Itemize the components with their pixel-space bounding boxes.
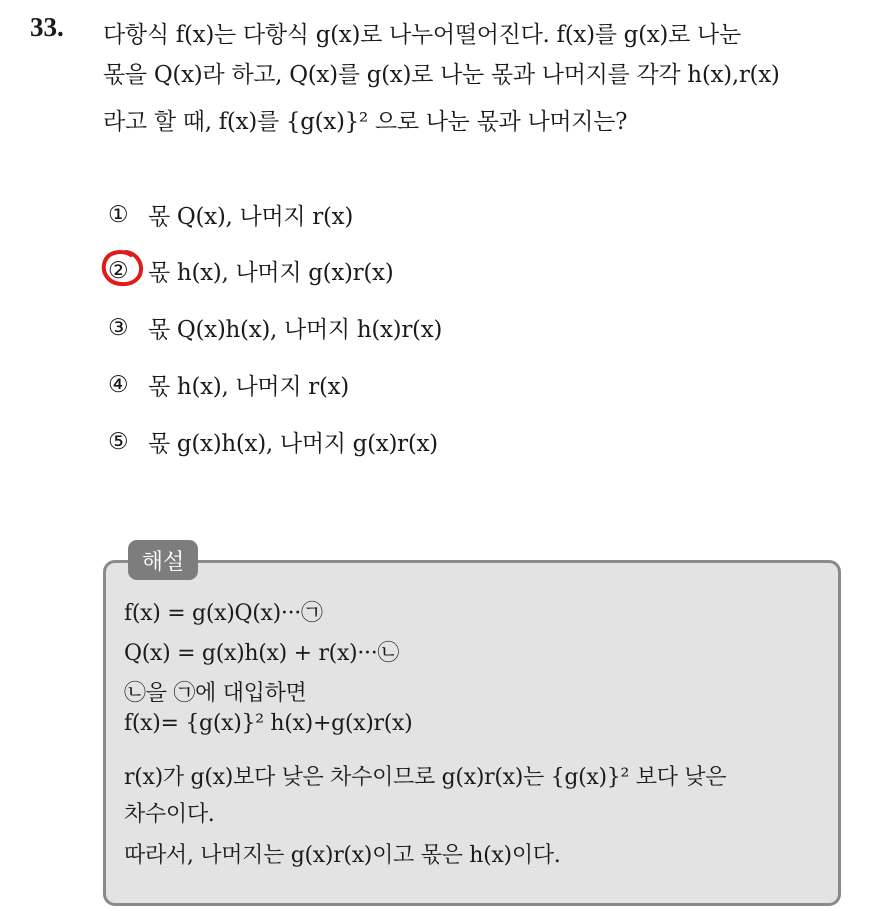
solution-line-4: f(x)= {g(x)}² h(x)+g(x)r(x) <box>124 711 413 736</box>
solution-line-6: 차수이다. <box>124 802 215 827</box>
choice-3-number: ③ <box>108 314 129 341</box>
choice-4-text: 몫 h(x), 나머지 r(x) <box>148 374 349 400</box>
choice-5-text: 몫 g(x)h(x), 나머지 g(x)r(x) <box>148 431 438 457</box>
choice-2[interactable] <box>108 254 393 287</box>
answer-circle-mark <box>101 249 145 288</box>
question-number: 33. <box>30 12 64 42</box>
question-line-2: 몫을 Q(x)라 하고, Q(x)를 g(x)로 나눈 몫과 나머지를 각각 h(x),r(x) <box>103 62 780 88</box>
choice-2-text: 몫 h(x), 나머지 g(x)r(x) <box>148 260 394 286</box>
choice-2-number: ② <box>108 257 129 284</box>
solution-line-7: 따라서, 나머지는 g(x)r(x)이고 몫은 h(x)이다. <box>124 843 561 868</box>
solution-label: 해설 <box>128 540 198 580</box>
choice-1[interactable] <box>108 198 353 231</box>
solution-line-1: f(x) = g(x)Q(x)···㉠ <box>124 601 323 626</box>
question-line-3: 라고 할 때, f(x)를 {g(x)}² 으로 나눈 몫과 나머지는? <box>103 109 628 135</box>
choice-1-number: ① <box>108 201 129 228</box>
solution-line-3: ㉡을 ㉠에 대입하면 <box>124 681 307 706</box>
choice-4[interactable] <box>108 368 349 401</box>
solution-line-5: r(x)가 g(x)보다 낮은 차수이므로 g(x)r(x)는 {g(x)}² 보다 낮은 <box>124 765 727 790</box>
choice-5[interactable] <box>108 425 438 458</box>
choice-3[interactable] <box>108 311 442 344</box>
choice-5-number: ⑤ <box>108 428 129 455</box>
question-line-1: 다항식 f(x)는 다항식 g(x)로 나누어떨어진다. f(x)를 g(x)로 나눈 <box>103 22 741 48</box>
choice-4-number: ④ <box>108 371 129 398</box>
choice-1-text: 몫 Q(x), 나머지 r(x) <box>148 204 354 230</box>
solution-line-2: Q(x) = g(x)h(x) + r(x)···㉡ <box>124 641 400 666</box>
choice-3-text: 몫 Q(x)h(x), 나머지 h(x)r(x) <box>148 317 443 343</box>
